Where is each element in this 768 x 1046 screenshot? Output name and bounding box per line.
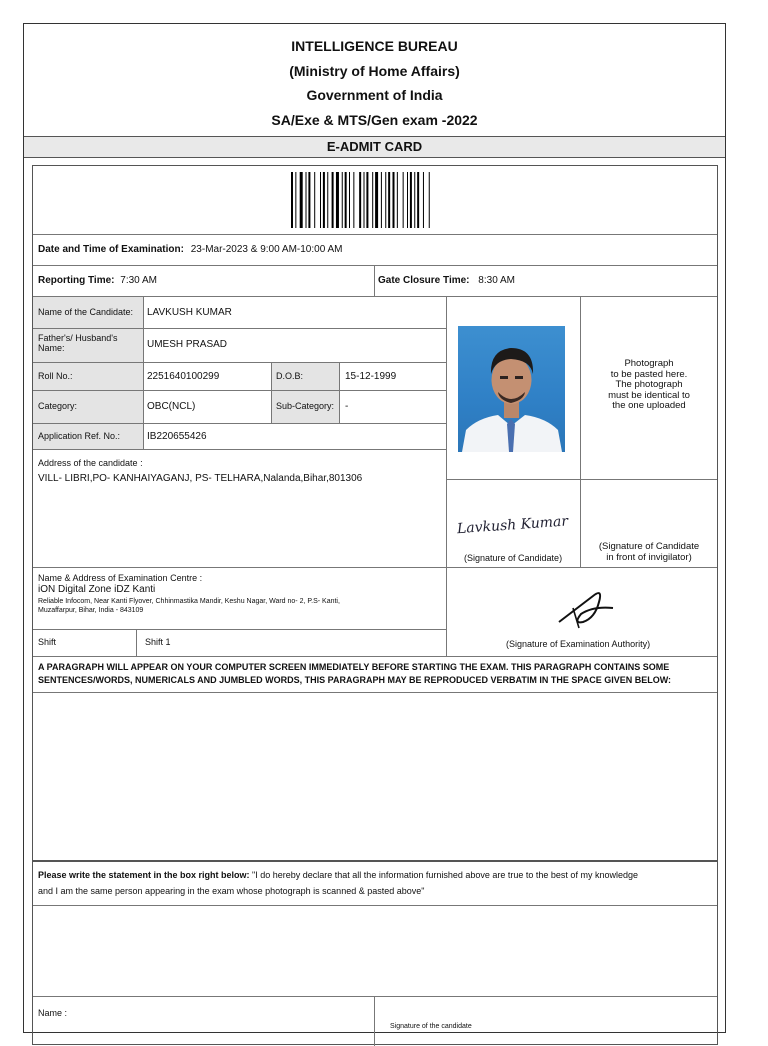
photograph-instructions-line: the one uploaded: [612, 400, 686, 411]
exam-centre-name: iON Digital Zone iDZ Kanti: [38, 584, 156, 595]
footer-name-label: Name :: [38, 1008, 68, 1018]
exam-centre-label: Name & Address of Examination Centre :: [38, 573, 203, 583]
footer-signature-label: Signature of the candidate: [390, 1023, 472, 1030]
candidate-name-label: Name of the Candidate:: [38, 307, 134, 317]
subcategory-label: Sub-Category:: [276, 401, 335, 411]
header-org: INTELLIGENCE BUREAU: [291, 38, 458, 54]
candidate-photo: [458, 326, 565, 452]
header-ministry: (Ministry of Home Affairs): [289, 62, 460, 79]
statement-line: [38, 870, 638, 881]
authority-signature-image: [553, 578, 623, 630]
father-name-label: Father's/ Husband's Name:: [38, 333, 118, 353]
candidate-signature-text: Lavkush Kumar: [456, 513, 569, 538]
exam-centre-address-line: Reliable Infocom, Near Kanti Flyover, Chhinmastika Mandir, Keshu Nagar, Ward no- 2, P.S- Kanti,: [38, 598, 340, 605]
header-block: [24, 24, 725, 136]
father-name-value: UMESH PRASAD: [147, 339, 228, 350]
admit-card-page: [23, 23, 726, 1033]
candidate-signature-label: (Signature of Candidate): [464, 553, 563, 563]
photograph-instructions-line: to be pasted here.: [610, 368, 688, 380]
roll-no-label: Roll No.:: [38, 371, 73, 381]
exam-datetime-row: [38, 244, 342, 256]
authority-signature-label: (Signature of Examination Authority): [506, 639, 651, 649]
paragraph-notice-line: SENTENCES/WORDS, NUMERICALS AND JUMBLED WORDS, THIS PARAGRAPH MAY BE REPRODUCED VERBATIM IN THE SPACE GIVEN BELOW:: [38, 675, 672, 685]
exam-datetime-value: 23-Mar-2023 & 9:00 AM-10:00 AM: [190, 244, 343, 255]
address-value: VILL- LIBRI,PO- KANHAIYAGANJ, PS- TELHARA,Nalanda,Bihar,801306: [38, 473, 363, 484]
paragraph-notice-line: A PARAGRAPH WILL APPEAR ON YOUR COMPUTER SCREEN IMMEDIATELY BEFORE STARTING THE EXAM. THIS PARAGRAPH CONTAINS SOME: [38, 662, 670, 672]
admit-card-body: [32, 165, 718, 1045]
dob-label: D.O.B:: [276, 371, 304, 381]
statement-writing-area: [33, 906, 717, 995]
header-exam-name: SA/Exe & MTS/Gen exam -2022: [271, 111, 478, 128]
photograph-instructions-line: Photograph: [624, 358, 674, 369]
photograph-instructions: [581, 359, 717, 412]
address-label: Address of the candidate :: [38, 458, 143, 468]
roll-no-value: 2251640100299: [147, 371, 220, 382]
candidate-photo-image: [458, 326, 565, 452]
gate-closure-row: [378, 275, 515, 287]
reporting-time-value: 7:30 AM: [120, 275, 157, 286]
reporting-time-label: Reporting Time:: [38, 275, 115, 286]
statement-line-2: and I am the same person appearing in the exam whose photograph is scanned & pasted above": [38, 886, 425, 896]
dob-value: 15-12-1999: [345, 371, 397, 382]
photograph-instructions-line: The photograph: [615, 379, 683, 390]
barcode-image: [291, 172, 481, 228]
category-value: OBC(NCL): [147, 401, 196, 412]
gate-closure-value: 8:30 AM: [478, 275, 515, 286]
paragraph-writing-area: [33, 693, 717, 859]
card-title: E-ADMIT CARD: [24, 136, 725, 158]
invigilator-signature-label: [581, 542, 717, 563]
application-ref-value: IB220655426: [147, 431, 207, 442]
candidate-name-value: LAVKUSH KUMAR: [147, 307, 232, 318]
subcategory-value: -: [345, 401, 349, 412]
invigilator-signature-line: in front of invigilator): [606, 551, 692, 563]
shift-label: Shift: [38, 637, 57, 647]
statement-text: "I do hereby declare that all the information furnished above are true to the best of my knowledge: [249, 870, 638, 880]
exam-datetime-label: Date and Time of Examination:: [38, 244, 184, 255]
invigilator-signature-line: (Signature of Candidate: [598, 541, 700, 552]
photograph-instructions-line: must be identical to: [608, 389, 690, 401]
reporting-time-row: [38, 275, 157, 287]
category-label: Category:: [38, 401, 78, 411]
exam-centre-address-line: Muzaffarpur, Bihar, India - 843109: [38, 607, 144, 614]
gate-closure-label: Gate Closure Time:: [378, 275, 470, 286]
shift-value: Shift 1: [145, 637, 171, 647]
application-ref-label: Application Ref. No.:: [38, 431, 121, 441]
candidate-signature-image: [453, 506, 573, 542]
statement-instruction: Please write the statement in the box right below:: [38, 870, 250, 880]
header-government: Government of India: [306, 87, 443, 103]
